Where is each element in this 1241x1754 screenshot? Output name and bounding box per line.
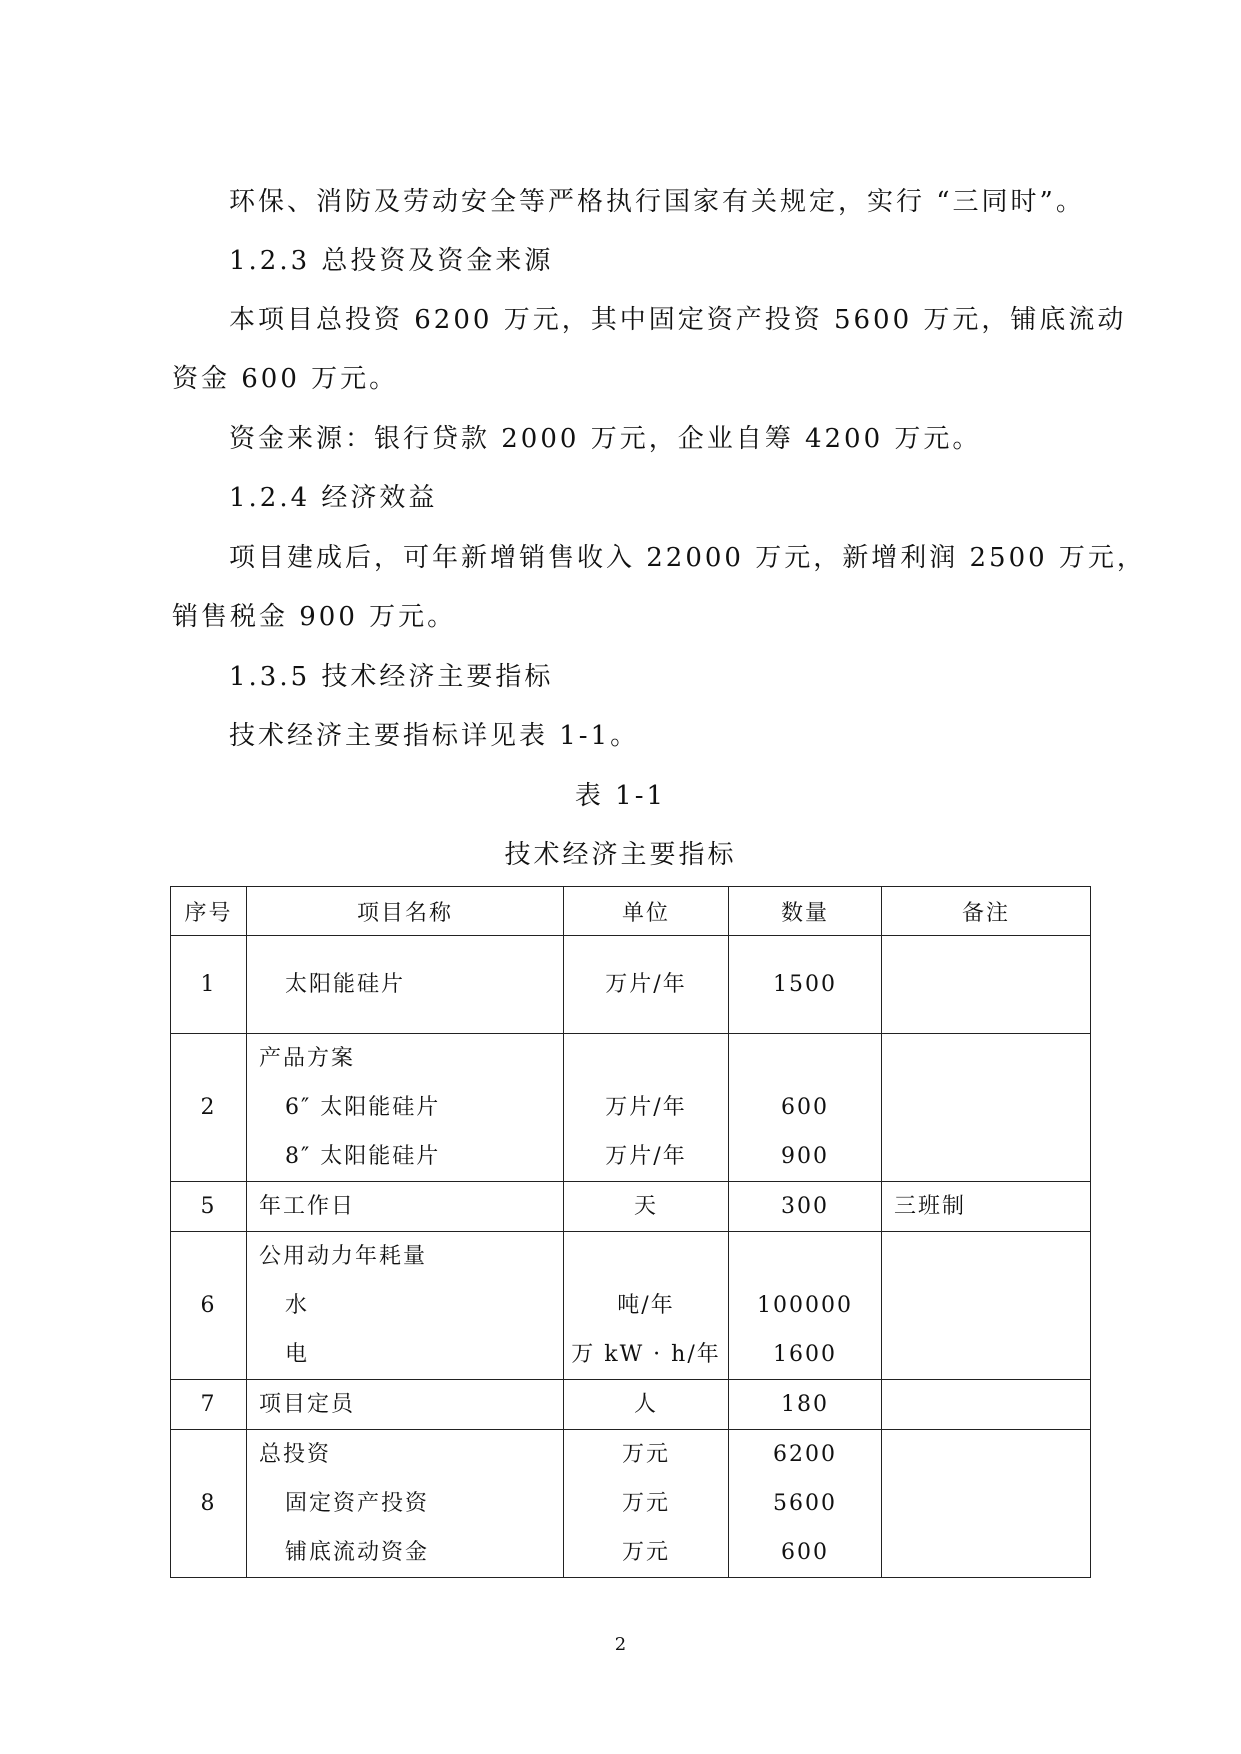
cell-no: 1	[171, 936, 247, 1034]
table-row	[171, 936, 1091, 1034]
cell-name: 总投资 固定资产投资 铺底流动资金	[247, 1430, 564, 1578]
cell-name: 项目定员	[247, 1380, 564, 1430]
cell-note: 三班制	[882, 1182, 1091, 1232]
paragraph-investment-line2: 资金 600 万元。	[172, 364, 399, 394]
paragraph-indicators-ref: 技术经济主要指标详见表 1-1。	[229, 721, 640, 751]
header-qty: 数量	[729, 887, 882, 936]
indicators-table	[170, 886, 1091, 1578]
cell-note	[882, 1034, 1091, 1182]
cell-note	[882, 1232, 1091, 1380]
table-row	[171, 1182, 1091, 1232]
cell-unit: 万元 万元 万元	[564, 1430, 729, 1578]
cell-unit: 万片/年 万片/年	[564, 1034, 729, 1182]
cell-qty: 600 900	[729, 1034, 882, 1182]
table-row	[171, 1232, 1091, 1380]
cell-no: 6	[171, 1232, 247, 1380]
cell-unit: 吨/年 万 kW · h/年	[564, 1232, 729, 1380]
cell-name: 公用动力年耗量 水 电	[247, 1232, 564, 1380]
header-name: 项目名称	[247, 887, 564, 936]
cell-unit: 万片/年	[564, 936, 729, 1034]
cell-name: 产品方案 6″ 太阳能硅片 8″ 太阳能硅片	[247, 1034, 564, 1182]
paragraph-investment-line1: 本项目总投资 6200 万元，其中固定资产投资 5600 万元，铺底流动	[229, 305, 1127, 335]
cell-qty: 100000 1600	[729, 1232, 882, 1380]
page-number: 2	[614, 1634, 627, 1655]
paragraph-benefits-line2: 销售税金 900 万元。	[172, 602, 457, 632]
cell-note	[882, 1430, 1091, 1578]
cell-qty: 180	[729, 1380, 882, 1430]
cell-qty: 1500	[729, 936, 882, 1034]
cell-note	[882, 936, 1091, 1034]
table-header-row	[171, 887, 1091, 936]
cell-name: 太阳能硅片	[247, 936, 564, 1034]
paragraph-compliance: 环保、消防及劳动安全等严格执行国家有关规定，实行 “三同时”。	[229, 187, 1085, 217]
paragraph-funding: 资金来源：银行贷款 2000 万元，企业自筹 4200 万元。	[229, 424, 982, 454]
cell-name: 年工作日	[247, 1182, 564, 1232]
header-note: 备注	[882, 887, 1091, 936]
table-title: 技术经济主要指标	[504, 840, 737, 870]
paragraph-benefits-line1: 项目建成后，可年新增销售收入 22000 万元，新增利润 2500 万元，	[229, 543, 1146, 573]
cell-unit: 人	[564, 1380, 729, 1430]
cell-qty: 300	[729, 1182, 882, 1232]
header-no: 序号	[171, 887, 247, 936]
cell-no: 7	[171, 1380, 247, 1430]
heading-investment: 1.2.3 总投资及资金来源	[229, 246, 554, 276]
cell-no: 8	[171, 1430, 247, 1578]
table-row	[171, 1380, 1091, 1430]
cell-unit: 天	[564, 1182, 729, 1232]
table-row	[171, 1034, 1091, 1182]
heading-indicators: 1.3.5 技术经济主要指标	[229, 662, 554, 692]
cell-no: 5	[171, 1182, 247, 1232]
cell-no: 2	[171, 1034, 247, 1182]
header-unit: 单位	[564, 887, 729, 936]
cell-note	[882, 1380, 1091, 1430]
cell-qty: 6200 5600 600	[729, 1430, 882, 1578]
table-row	[171, 1430, 1091, 1578]
heading-benefits: 1.2.4 经济效益	[229, 483, 438, 513]
table-number: 表 1-1	[574, 781, 667, 811]
